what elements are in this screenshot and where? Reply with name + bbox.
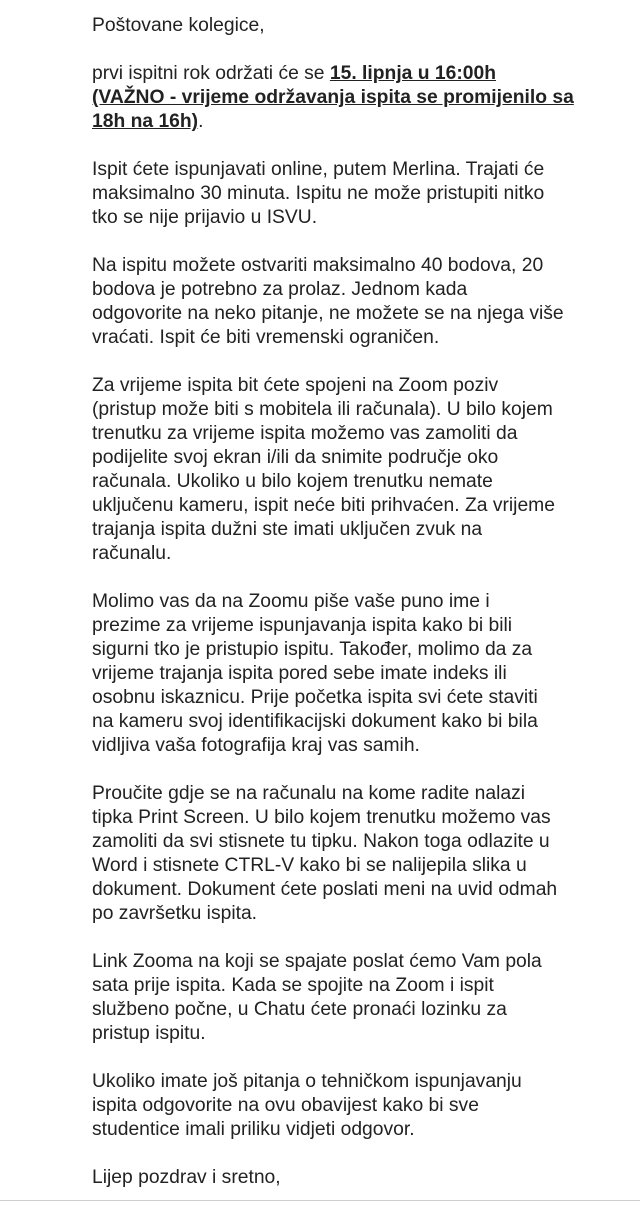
paragraph-line: sigurni tko je pristupio ispitu. Također, molimo da za: [92, 639, 533, 660]
paragraph-line: studentice imali priliku vidjeti odgovor.: [92, 1119, 415, 1140]
paragraph-line: vraćati. Ispit će biti vremenski ograničen.: [92, 327, 440, 348]
important-note-line-1: (VAŽNO - vrijeme održavanja ispita se promijenilo sa: [92, 87, 574, 108]
paragraph-line: trajanja ispita dužni ste imati uključen zvuk na: [92, 519, 483, 540]
paragraph-line: tko se nije prijavio u ISVU.: [92, 207, 318, 228]
paragraph-line: bodova je potrebno za prolaz. Jednom kada: [92, 279, 468, 300]
paragraph-line: Ispit ćete ispunjavati online, putem Merlina. Trajati će: [92, 159, 545, 180]
exam-date-line-1: [92, 62, 574, 86]
paragraph-line: po završetku ispita.: [92, 903, 258, 924]
paragraph-line: trenutku za vrijeme ispita možemo vas zamoliti da: [92, 423, 518, 444]
important-note-emphasis: 18h na 16h): [92, 111, 199, 132]
paragraph-line: na kameru svoj identifikacijski dokument kako bi bila: [92, 711, 538, 732]
bottom-divider: [0, 1200, 640, 1201]
paragraph-line: vidljiva vaša fotografija kraj vas samih.: [92, 735, 420, 756]
paragraph-line: sata prije ispita. Kada se spojite na Zoom i ispit: [92, 975, 494, 996]
exam-date-emphasis: 15. lipnja u 16:00h: [329, 63, 496, 84]
important-note-end: .: [198, 111, 204, 132]
paragraph-line: prezime za vrijeme ispunjavanja ispita kako bi bili: [92, 615, 513, 636]
important-note-line-2: [92, 110, 574, 134]
exam-date-prefix: prvi ispitni rok održati će se: [92, 63, 330, 84]
points-paragraph: [92, 254, 564, 350]
paragraph-line: odgovorite na neko pitanje, ne možete se na njega više: [92, 303, 564, 324]
paragraph-line: ispita odgovorite na ovu obavijest kako bi sve: [92, 1095, 479, 1116]
paragraph-line: Molimo vas da na Zoomu piše vaše puno ime i: [92, 591, 490, 612]
identity-paragraph: [92, 590, 538, 758]
paragraph-line: službeno počne, u Chatu ćete pronaći lozinku za: [92, 999, 507, 1020]
paragraph-line: (pristup može biti s mobitela ili računala). U bilo kojem: [92, 399, 553, 420]
questions-paragraph: [92, 1070, 522, 1142]
paragraph-line: računalu.: [92, 543, 172, 564]
exam-date-paragraph: [92, 62, 574, 134]
zoom-call-paragraph: [92, 374, 555, 566]
paragraph-line: uključenu kameru, ispit neće biti prihvaćen. Za vrijeme: [92, 495, 555, 516]
paragraph-line: dokument. Dokument ćete poslati meni na uvid odmah: [92, 879, 558, 900]
paragraph-line: vrijeme trajanja ispita pored sebe imate indeks ili: [92, 663, 507, 684]
print-screen-paragraph: [92, 782, 557, 926]
paragraph-line: Na ispitu možete ostvariti maksimalno 40 bodova, 20: [92, 255, 544, 276]
paragraph-line: Proučite gdje se na računalu na kome radite nalazi: [92, 783, 526, 804]
paragraph-line: Za vrijeme ispita bit ćete spojeni na Zoom poziv: [92, 375, 499, 396]
closing: Lijep pozdrav i sretno,: [92, 1167, 281, 1188]
paragraph-line: Ukoliko imate još pitanja o tehničkom ispunjavanju: [92, 1071, 522, 1092]
paragraph-line: podijelite svoj ekran i/ili da snimite područje oko: [92, 447, 499, 468]
zoom-link-paragraph: [92, 950, 542, 1046]
paragraph-line: osobnu iskaznicu. Prije početka ispita svi ćete staviti: [92, 687, 538, 708]
paragraph-line: računala. Ukoliko u bilo kojem trenutku nemate: [92, 471, 493, 492]
paragraph-line: tipka Print Screen. U bilo kojem trenutku možemo vas: [92, 807, 551, 828]
online-exam-paragraph: [92, 158, 544, 230]
paragraph-line: Word i stisnete CTRL-V kako bi se nalijepila slika u: [92, 855, 527, 876]
paragraph-line: zamoliti da svi stisnete tu tipku. Nakon toga odlazite u: [92, 831, 550, 852]
paragraph-line: Link Zooma na koji se spajate poslat ćemo Vam pola: [92, 951, 542, 972]
paragraph-line: pristup ispitu.: [92, 1023, 206, 1044]
greeting: Poštovane kolegice,: [92, 15, 265, 36]
paragraph-line: maksimalno 30 minuta. Ispitu ne može pristupiti nitko: [92, 183, 545, 204]
